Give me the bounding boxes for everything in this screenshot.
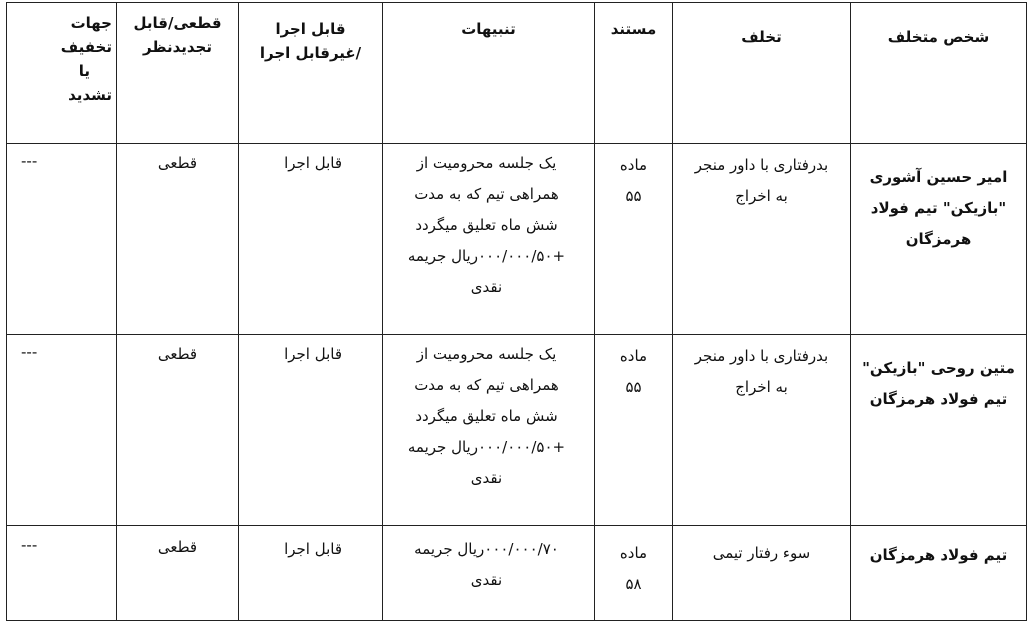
enforceable-cell: قابل اجرا — [239, 144, 383, 335]
offender-cell: امیر حسین آشوری "بازیکن" تیم فولاد هرمزگان — [851, 144, 1027, 335]
header-row — [7, 3, 1027, 144]
header-penalties: تنبیهات — [383, 3, 595, 144]
offender-cell: متین روحی "بازیکن" تیم فولاد هرمزگان — [851, 335, 1027, 526]
basis-cell: ماده ۵۸ — [595, 526, 673, 621]
basis-cell: ماده ۵۵ — [595, 335, 673, 526]
enforceable-cell: قابل اجرا — [239, 526, 383, 621]
header-violation: تخلف — [673, 3, 851, 144]
header-basis: مستند — [595, 3, 673, 144]
basis-cell: ماده ۵۵ — [595, 144, 673, 335]
header-final: قطعی/قابل تجدیدنظر — [117, 3, 239, 144]
penalties-cell: ۰۰۰/۰۰۰/۷۰ریال جریمه نقدی — [383, 526, 595, 621]
mitigation-cell: --- — [7, 144, 117, 335]
table-row — [7, 335, 1027, 526]
penalties-cell: یک جلسه محرومیت از همراهی تیم که به مدت شش ماه تعلیق میگردد +۰۰۰/۰۰۰/۵۰ریال جریمه نقدی — [383, 144, 595, 335]
header-mitigation: جهات تخفیف یا تشدید — [7, 3, 117, 144]
enforceable-cell: قابل اجرا — [239, 335, 383, 526]
violation-cell: بدرفتاری با داور منجر به اخراج — [673, 335, 851, 526]
table-row — [7, 144, 1027, 335]
table-row — [7, 526, 1027, 621]
final-cell: قطعی — [117, 335, 239, 526]
mitigation-cell: --- — [7, 526, 117, 621]
disciplinary-table — [6, 2, 1027, 621]
mitigation-cell: --- — [7, 335, 117, 526]
final-cell: قطعی — [117, 144, 239, 335]
offender-cell: تیم فولاد هرمزگان — [851, 526, 1027, 621]
header-offender: شخص متخلف — [851, 3, 1027, 144]
final-cell: قطعی — [117, 526, 239, 621]
header-enforceable: قابل اجرا /غیرقابل اجرا — [239, 3, 383, 144]
violation-cell: سوء رفتار تیمی — [673, 526, 851, 621]
penalties-cell: یک جلسه محرومیت از همراهی تیم که به مدت شش ماه تعلیق میگردد +۰۰۰/۰۰۰/۵۰ریال جریمه نقدی — [383, 335, 595, 526]
violation-cell: بدرفتاری با داور منجر به اخراج — [673, 144, 851, 335]
